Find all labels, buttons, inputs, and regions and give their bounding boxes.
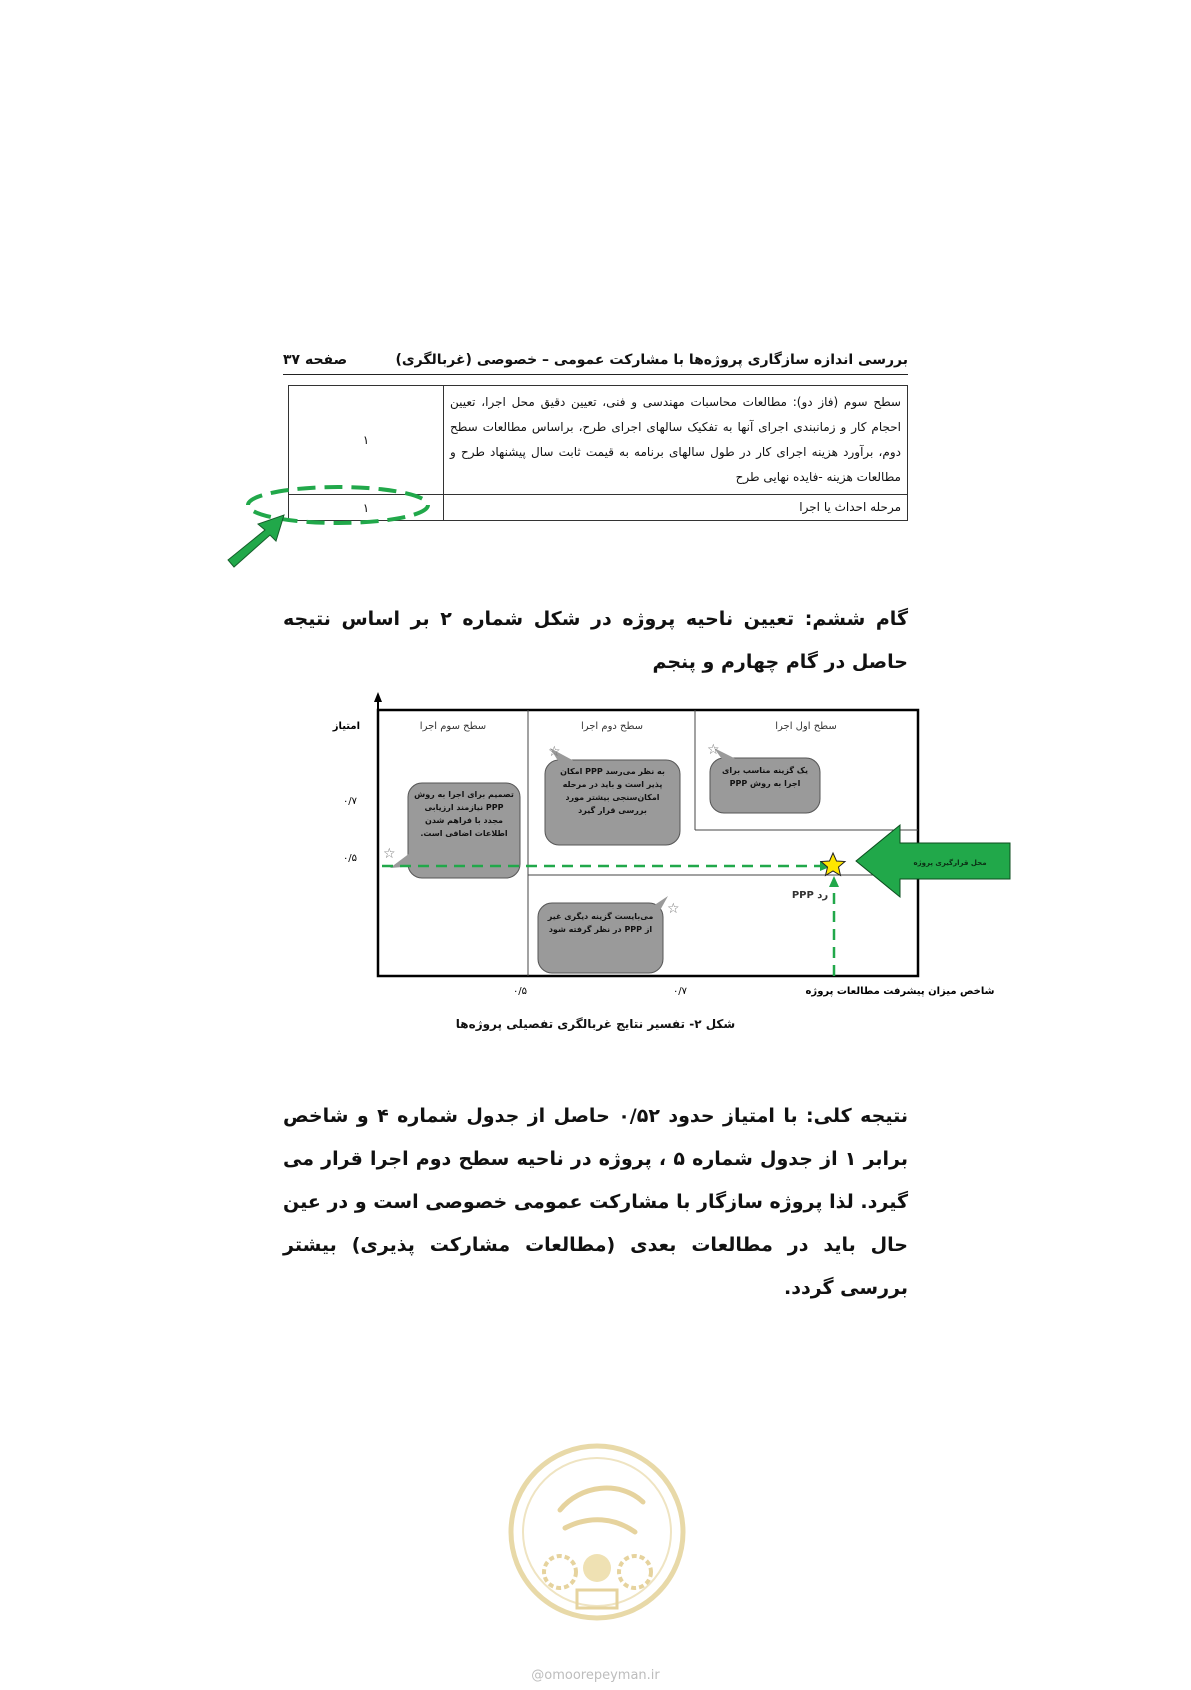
watermark-inner-ring	[523, 1458, 671, 1606]
screening-figure	[320, 688, 1020, 1008]
y-axis-arrowhead	[374, 692, 382, 702]
bubble-text-level2: به نظر می‌رسد PPP امکان پذیر است و باید در مرحله امکان‌سنجی بیشتر مورد بررسی قرار گیرد	[560, 767, 665, 815]
star-icon: ☆	[707, 742, 720, 758]
people-icon	[583, 1554, 611, 1582]
y-tick-05: ۰/۵	[342, 853, 358, 864]
watermark-ring	[511, 1446, 683, 1618]
project-star-icon	[821, 853, 845, 876]
highlight-arrow	[228, 515, 284, 567]
gear-icon	[619, 1556, 651, 1588]
x-tick-05: ۰/۵	[512, 986, 528, 997]
region-title-level1: سطح اول اجرا	[775, 721, 837, 732]
table-cell-value: ۱	[289, 495, 444, 521]
watermark-url: @omoorepeyman.ir	[531, 1668, 660, 1683]
page-number: صفحه ۳۷	[283, 352, 348, 368]
table-annotation	[220, 470, 460, 580]
step-heading: گام ششم: تعیین ناحیه پروژه در شکل شماره ۲ بر اساس نتیجه حاصل در گام چهارم و پنجم	[283, 608, 908, 673]
figure-caption: شکل ۲- تفسیر نتایج غربالگری تفصیلی پروژه‌ها	[455, 1017, 736, 1031]
x-tick-07: ۰/۷	[672, 986, 688, 997]
table-cell-value: ۱	[289, 386, 444, 495]
x-axis-label: شاخص میزان پیشرفت مطالعات پروژه	[805, 986, 995, 997]
watermark-script-mark	[560, 1488, 643, 1532]
region-title-level3: سطح سوم اجرا	[419, 721, 487, 732]
bubble-text-level3: تصمیم برای اجرا به روش PPP نیازمند ارزیابی مجدد با فراهم شدن اطلاعات اضافی است.	[414, 790, 514, 838]
watermark-logo	[505, 1440, 690, 1625]
y-tick-07: ۰/۷	[342, 796, 358, 807]
bubble-text-level1: یک گزینه مناسب برای اجرا به روش PPP	[722, 766, 808, 788]
guide-arrowhead	[829, 876, 839, 887]
table-cell-description: مرحله احداث یا اجرا	[444, 495, 908, 521]
region-title-reject: رد PPP	[791, 890, 829, 901]
table-cell-description: سطح سوم (فاز دو): مطالعات محاسبات مهندسی و فنی، تعیین دقیق محل اجرا، تعیین احجام کار و زمانبندی اجرای آنها به تفکیک سالهای اجرای طرح، براساس مطالعات سطح دوم، برآورد هزینه اجرای کار در طول سالهای برنامه به قیمت ثابت سال پیشنهاد طرح و مطالعات هزینه -فایده نهایی طرح	[444, 386, 908, 495]
header-rule	[283, 374, 908, 375]
running-header-title: بررسی اندازه سازگاری پروژه‌ها با مشارکت عمومی – خصوصی (غربالگری)	[395, 352, 908, 368]
star-icon: ☆	[667, 901, 680, 917]
bubble-text-reject: می‌بایست گزینه دیگری غیر از PPP در نظر گرفته شود	[547, 912, 654, 934]
conclusion-paragraph: نتیجه کلی: با امتیاز حدود ۰/۵۲ حاصل از جدول شماره ۴ و شاخص برابر ۱ از جدول شماره ۵ ، پروژه در ناحیه سطح دوم اجرا قرار می گیرد. لذا پروژه سازگار با مشارکت عمومی خصوصی است و در عین حال باید در مطالعات بعدی (مطالعات مشارکت پذیری) بیشتر بررسی گردد.	[283, 1105, 908, 1299]
y-axis-label: امتیاز	[332, 721, 360, 732]
pointer-label: محل قرارگیری پروژه	[913, 859, 987, 867]
region-title-level2: سطح دوم اجرا	[580, 721, 644, 732]
star-icon: ☆	[383, 846, 396, 862]
gear-icon	[544, 1556, 576, 1588]
star-icon: ☆	[548, 744, 561, 760]
